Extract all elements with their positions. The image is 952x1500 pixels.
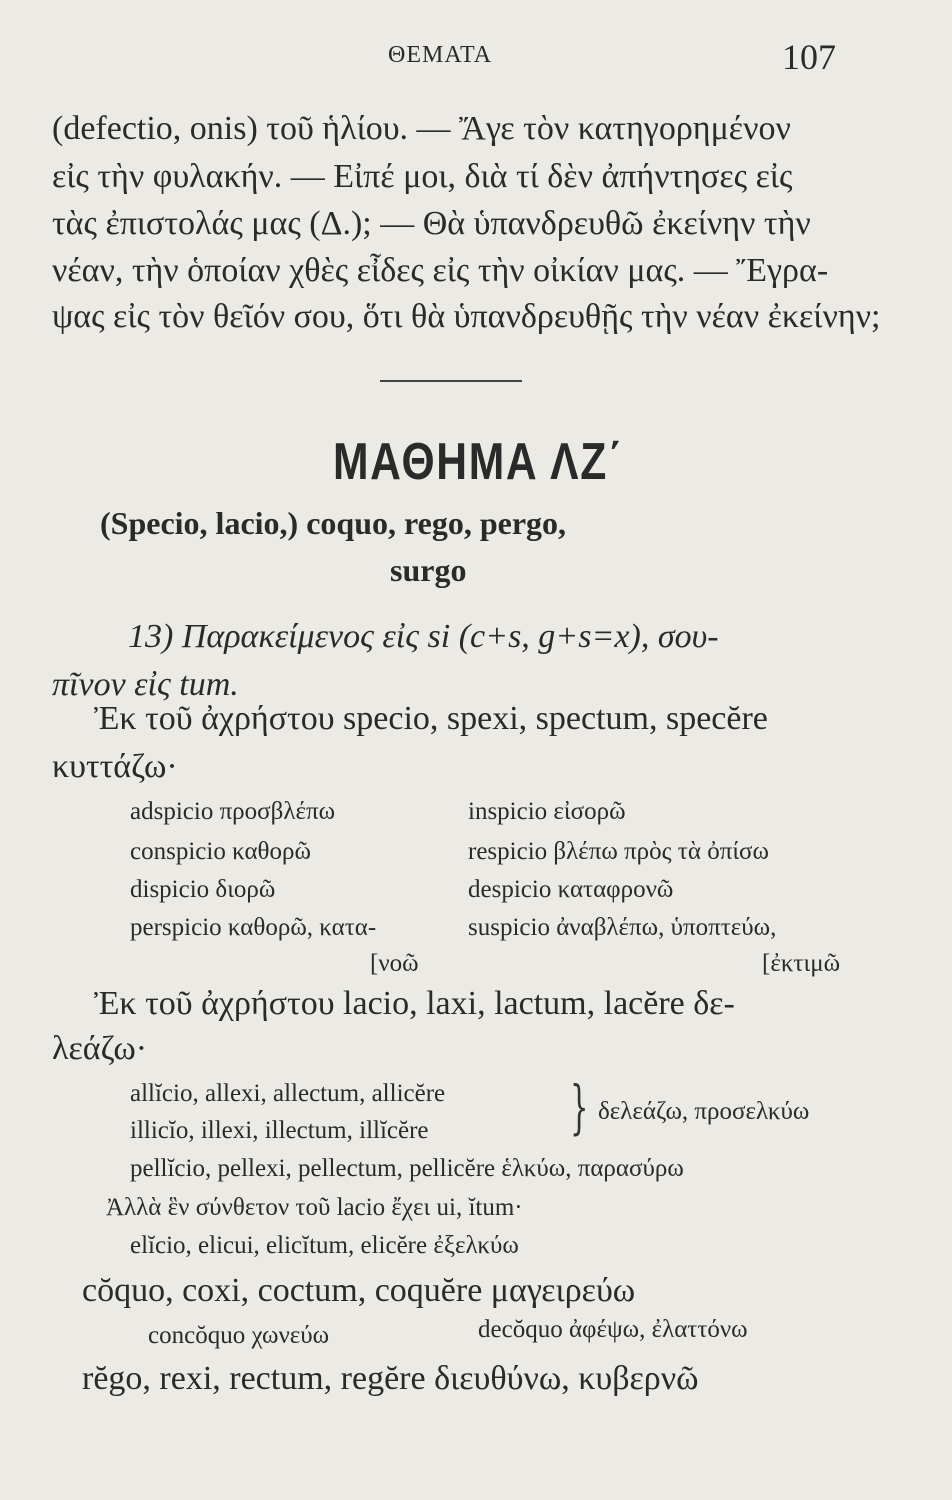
specio-right-2: respicio βλέπω πρὸς τὰ ὀπίσω bbox=[468, 838, 769, 865]
allicio-line: allĭcio, allexi, allectum, allicĕre bbox=[130, 1080, 446, 1107]
lesson-subtitle-line-1: (Specio, lacio,) coquo, rego, pergo, bbox=[100, 505, 567, 541]
lacio-intro-line-2: λεάζω· bbox=[52, 1030, 148, 1067]
specio-right-4: suspicio ἀναβλέπω, ὑποπτεύω, bbox=[468, 914, 777, 941]
specio-left-4: perspicio καθορῶ, κατα- bbox=[130, 914, 377, 941]
intro-line-2: εἰς τὴν φυλακήν. — Εἰπέ μοι, διὰ τί δὲν ἀπήντησες εἰς bbox=[52, 158, 793, 195]
rule-13-line-2: πῖνον εἰς tum. bbox=[52, 666, 239, 703]
illicio-line: illicĭo, illexi, illectum, illĭcĕre bbox=[130, 1117, 429, 1144]
allicio-meaning: δελεάζω, προσελκύω bbox=[598, 1098, 810, 1125]
section-divider bbox=[380, 380, 522, 382]
intro-line-3: τὰς ἐπιστολάς μας (Δ.); — Θὰ ὑπανδρευθῶ ἐκείνην τὴν bbox=[52, 205, 811, 242]
specio-left-3: dispicio διορῶ bbox=[130, 876, 276, 903]
rego-line: rĕgo, rexi, rectum, regĕre διευθύνω, κυβερνῶ bbox=[82, 1360, 699, 1397]
specio-right-1: inspicio εἰσορῶ bbox=[468, 798, 626, 825]
pellicio-line: pellĭcio, pellexi, pellectum, pellicĕre ἑλκύω, παρασύρω bbox=[130, 1155, 684, 1182]
specio-right-5: [ἐκτιμῶ bbox=[762, 950, 841, 977]
brace-symbol: } bbox=[570, 1073, 589, 1141]
specio-left-1: adspicio προσβλέπω bbox=[130, 798, 336, 825]
specio-intro-line-2: κυττάζω· bbox=[52, 748, 178, 785]
intro-line-1: (defectio, onis) τοῦ ἡλίου. — Ἄγε τὸν κατηγορημένον bbox=[52, 110, 791, 147]
specio-right-3: despicio καταφρονῶ bbox=[468, 876, 674, 903]
page-number: 107 bbox=[782, 37, 836, 77]
compound-note: Ἀλλὰ ἓν σύνθετον τοῦ lacio ἔχει ui, ĭtum· bbox=[106, 1194, 523, 1221]
rule-13-line-1: 13) Παρακείμενος εἰς si (c+s, g+s=x), σου- bbox=[128, 618, 719, 655]
intro-line-5: ψας εἰς τὸν θεῖόν σου, ὅτι θὰ ὑπανδρευθῇς τὴν νέαν ἐκείνην; bbox=[52, 298, 881, 335]
decoquo-line: decŏquo ἀφέψω, ἐλαττόνω bbox=[478, 1316, 748, 1343]
coquo-line: cŏquo, coxi, coctum, coquĕre μαγειρεύω bbox=[82, 1272, 636, 1309]
lesson-subtitle-line-2: surgo bbox=[390, 552, 467, 588]
elicio-line: elĭcio, elicui, elicĭtum, elicĕre ἐξελκύω bbox=[130, 1232, 519, 1259]
concoquo-line: concŏquo χωνεύω bbox=[148, 1322, 330, 1349]
specio-left-5: [νοῶ bbox=[370, 950, 419, 977]
lesson-title: ΜΑΘΗΜΑ ΛΖ΄ bbox=[333, 433, 624, 491]
running-header: ΘΕΜΑΤΑ bbox=[388, 42, 493, 68]
specio-left-2: conspicio καθορῶ bbox=[130, 838, 311, 865]
lacio-intro-line-1: Ἐκ τοῦ ἀχρήστου lacio, laxi, lactum, lacĕre δε- bbox=[94, 985, 735, 1022]
intro-line-4: νέαν, τὴν ὁποίαν χθὲς εἶδες εἰς τὴν οἰκίαν μας. — Ἔγρα- bbox=[52, 252, 829, 289]
specio-intro-line-1: Ἐκ τοῦ ἀχρήστου specio, spexi, spectum, specĕre bbox=[94, 700, 768, 737]
